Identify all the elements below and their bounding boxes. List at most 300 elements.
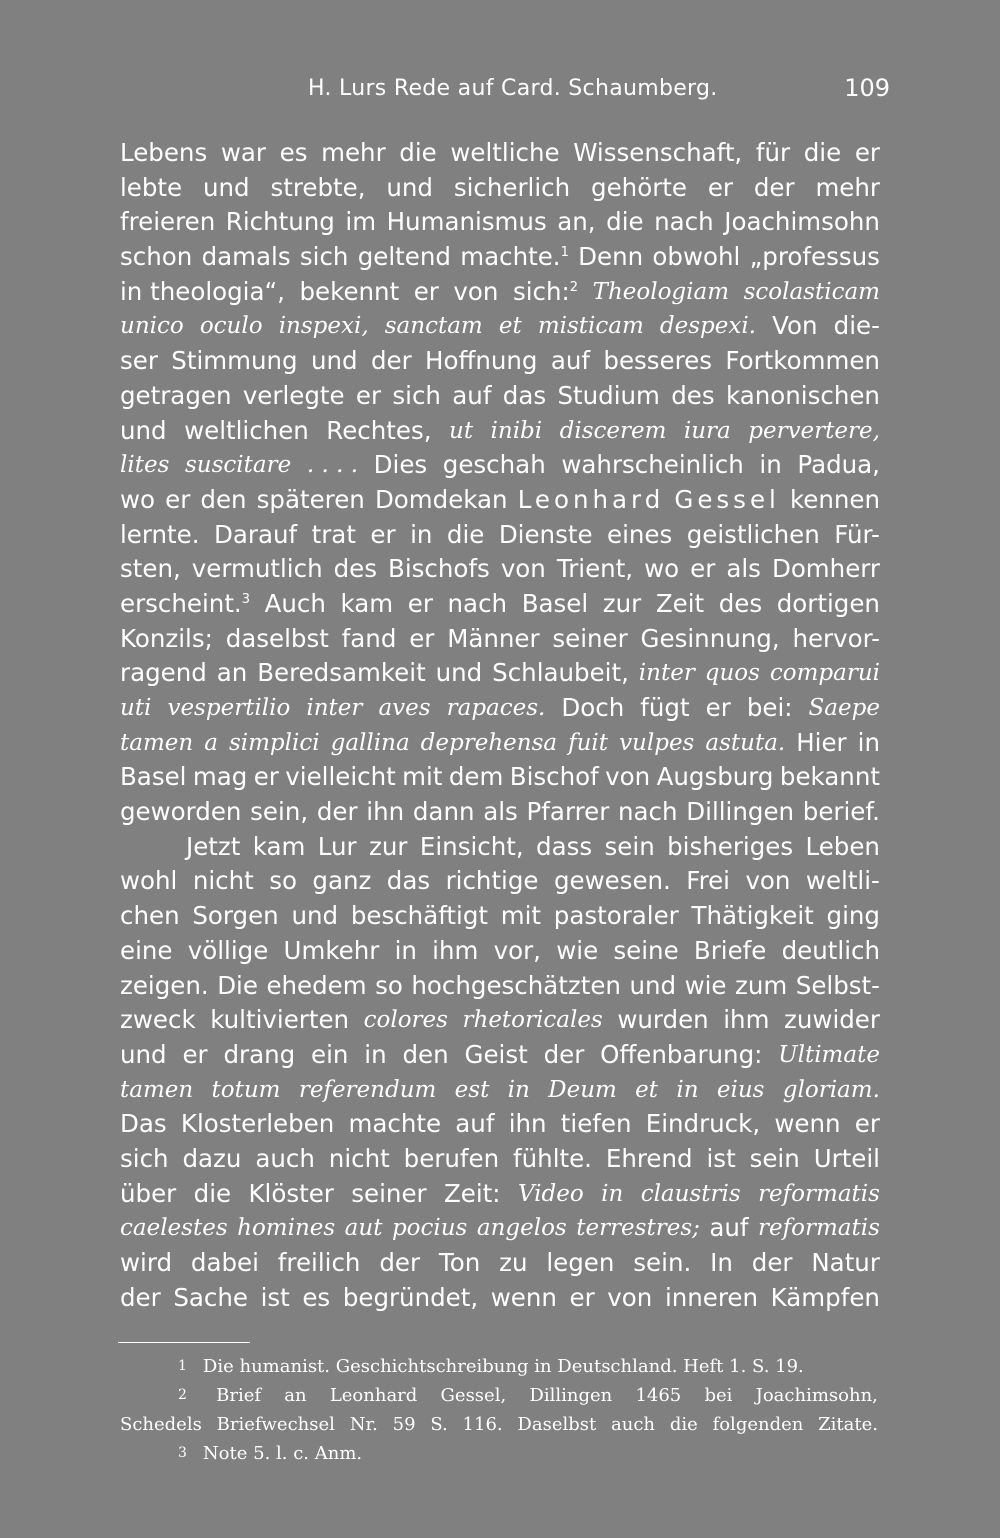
word: von <box>453 276 499 306</box>
word: Lur <box>317 831 357 861</box>
word: ihm <box>432 935 479 965</box>
word: rhetoricales <box>462 1007 603 1034</box>
word: und <box>629 970 677 1000</box>
word: er <box>165 484 191 514</box>
word: dem <box>448 762 504 792</box>
word: Hoffnung <box>425 346 538 376</box>
word: in <box>857 727 880 757</box>
text-line <box>120 1038 880 1073</box>
word: Fortkommen <box>725 346 880 376</box>
word: sich <box>120 1143 169 1173</box>
text-line <box>120 518 880 553</box>
word: freieren <box>120 207 216 237</box>
word: inter <box>638 660 695 687</box>
word: und <box>120 415 167 445</box>
word: uti <box>120 695 152 721</box>
word: Konzils; <box>120 623 213 653</box>
word: Studium <box>557 380 660 410</box>
footnote-word: S. <box>430 1414 448 1435</box>
word: damals <box>201 242 291 272</box>
word: angelos <box>476 1215 567 1242</box>
word: es <box>279 138 308 167</box>
word: suscitare <box>185 452 292 479</box>
word: Gesinnung, <box>640 623 780 653</box>
text-line <box>120 344 880 379</box>
word: sanctam <box>384 313 483 340</box>
word: so <box>269 866 297 896</box>
word: claustris <box>640 1180 741 1207</box>
word: wurden <box>617 1005 709 1035</box>
word: wie <box>556 935 599 965</box>
word: Zeit: <box>444 1178 501 1208</box>
word: Briefe <box>693 935 767 965</box>
word: in <box>394 935 417 965</box>
word: legen <box>546 1248 615 1277</box>
text-line <box>120 864 880 899</box>
word: und <box>120 1039 167 1069</box>
word: die <box>193 1178 232 1208</box>
word: Trient, <box>556 554 634 584</box>
word: er <box>569 1282 595 1312</box>
word: gewesen. <box>553 866 671 896</box>
footnote-word: bei <box>704 1385 733 1406</box>
text-line <box>120 136 880 171</box>
word: seiner <box>552 623 628 653</box>
word: drang <box>223 1039 296 1069</box>
word: Saepe <box>808 695 880 721</box>
word: und <box>310 346 358 376</box>
word: Einsicht, <box>419 831 524 861</box>
word: des <box>671 380 715 410</box>
word: war <box>220 138 266 167</box>
word: wohl <box>120 866 178 896</box>
word: die- <box>833 311 880 341</box>
word: des <box>333 554 378 584</box>
word: verlegte <box>242 380 345 410</box>
text-line <box>120 760 880 795</box>
word: Männer <box>447 623 540 653</box>
word: Gessel <box>674 484 780 514</box>
word: discerem <box>559 417 667 444</box>
word: Natur <box>811 1248 880 1277</box>
word: mehr <box>321 138 386 167</box>
word: nicht <box>192 866 254 896</box>
word: iura <box>683 417 731 444</box>
word: lernte. <box>120 519 200 549</box>
word: der <box>379 1248 421 1277</box>
word: Hier <box>796 727 847 757</box>
word: eine <box>120 935 173 965</box>
word: dazu <box>182 1143 242 1173</box>
text-line <box>120 1211 880 1246</box>
word: sicherlich <box>453 172 571 202</box>
word: zeigen. <box>120 970 209 1000</box>
word: kam <box>340 588 394 618</box>
footnote-word: Leonhard <box>329 1385 418 1406</box>
text-line <box>120 483 880 518</box>
text-line <box>120 552 880 587</box>
word: Darauf <box>214 519 298 549</box>
word: auch <box>255 1143 315 1173</box>
word: über <box>120 1178 177 1208</box>
word: dabei <box>190 1248 259 1277</box>
word: ut <box>449 417 474 444</box>
word: Pfarrer <box>526 797 610 827</box>
word: zweck <box>120 1005 196 1035</box>
word: pervertere, <box>748 417 880 444</box>
word: als <box>726 554 761 584</box>
word: gehörte <box>591 172 687 202</box>
body-text <box>120 136 880 1315</box>
word: Die <box>217 970 258 1000</box>
word: obwohl <box>652 242 741 272</box>
word: den <box>402 1039 449 1069</box>
text-line <box>120 1003 880 1038</box>
word: Bischofs <box>388 554 490 584</box>
word: Dillingen <box>686 797 795 827</box>
word: despexi. <box>659 313 757 340</box>
word: Deum <box>548 1076 617 1103</box>
word: als <box>483 797 518 827</box>
word: bei: <box>746 693 793 722</box>
word: er <box>413 276 439 306</box>
word: weltli- <box>805 866 880 896</box>
word: Denn <box>578 242 644 272</box>
word: a <box>204 729 218 756</box>
word: seiner <box>351 1178 427 1208</box>
page-number: 109 <box>844 74 890 102</box>
word: trat <box>311 519 356 549</box>
word: weltlichen <box>184 415 309 445</box>
word: der <box>751 1248 793 1277</box>
word: Leonhard <box>517 484 665 514</box>
word: Dies <box>373 450 428 480</box>
word: Thätigkeit <box>691 901 814 931</box>
footnote-word: an <box>284 1385 307 1406</box>
word: eines <box>607 519 673 549</box>
word: wo <box>120 484 156 514</box>
running-header <box>120 70 890 106</box>
word: Richtung <box>225 207 335 237</box>
text-line <box>120 309 880 344</box>
word: ist <box>706 1143 736 1173</box>
word: berufen <box>403 1143 500 1173</box>
word: auf <box>455 1109 495 1139</box>
word: des <box>718 588 763 618</box>
word: Theologiam <box>592 278 730 305</box>
word: Ton <box>438 1248 481 1277</box>
text-line <box>120 1142 880 1177</box>
word: gallina <box>330 729 410 756</box>
word: mit <box>500 901 542 931</box>
word: Klosterleben <box>180 1109 335 1139</box>
word: Padua, <box>797 450 880 480</box>
word: pastoraler <box>553 901 679 931</box>
word: Lebens <box>120 138 208 167</box>
word: dann <box>412 797 475 827</box>
word: Augsburg <box>656 762 774 792</box>
word: geschah <box>442 450 546 480</box>
word: oculo <box>199 313 263 340</box>
word: misticam <box>537 313 644 340</box>
word: est <box>454 1076 490 1103</box>
word: auf <box>550 346 591 376</box>
word: er <box>409 623 435 653</box>
word: vulpes <box>619 729 695 756</box>
word: Beredsamkeit <box>257 658 426 688</box>
word: und <box>291 901 339 931</box>
word: ihm <box>723 1005 770 1035</box>
word: et <box>635 1076 659 1103</box>
word: simplici <box>228 729 320 756</box>
word: quos <box>704 660 760 687</box>
word: mit <box>402 762 443 792</box>
word: er <box>407 588 433 618</box>
text-line <box>120 1073 880 1108</box>
word: tamen <box>120 729 194 756</box>
word: Joachimsohn <box>724 207 880 237</box>
footnote-mark: 1 <box>178 1358 187 1374</box>
word: Eindruck, <box>645 1109 761 1139</box>
word: Schlaubeit, <box>492 658 629 688</box>
text-line <box>120 275 880 310</box>
word: und <box>386 172 433 202</box>
text-line <box>120 934 880 969</box>
footnote-text: Note 5. l. c. Anm. <box>202 1443 363 1464</box>
word: getragen <box>120 380 232 410</box>
word: das <box>386 866 431 896</box>
word: in theologia“, <box>120 276 285 306</box>
word: das <box>502 380 547 410</box>
word: et <box>498 313 522 340</box>
word: inspexi, <box>278 313 369 340</box>
word: „professus <box>749 242 880 272</box>
word: totum <box>211 1076 281 1103</box>
word: beschäftigt <box>350 901 488 931</box>
word: nach <box>447 588 508 618</box>
word: schon <box>120 242 193 272</box>
footnote-word: Daselbst <box>517 1414 597 1435</box>
text-line <box>120 1107 880 1142</box>
word: Frei <box>686 866 730 896</box>
footnote <box>120 1352 878 1381</box>
word: Domherr <box>771 554 880 584</box>
word: Zeit <box>655 588 705 618</box>
word: an <box>216 658 248 688</box>
text-line <box>120 1177 880 1212</box>
word: sich <box>299 242 349 272</box>
word: hochgeschätzten <box>411 970 621 1000</box>
word: weltliche <box>450 138 560 167</box>
word: inibi <box>490 417 543 444</box>
word: den <box>200 484 247 514</box>
word: reformatis <box>758 1180 880 1207</box>
text-line <box>120 656 880 691</box>
word: geistlichen <box>686 519 820 549</box>
word: eius <box>716 1076 765 1103</box>
word: sein <box>749 1143 800 1173</box>
word: Urteil <box>813 1143 880 1173</box>
word: und <box>435 658 483 688</box>
word: Offenbarung: <box>600 1039 763 1069</box>
text-line <box>120 795 880 830</box>
word: mag <box>192 762 248 792</box>
text-line <box>120 379 880 414</box>
word: freilich <box>277 1248 361 1277</box>
word: Leben <box>805 831 880 861</box>
text-line <box>120 205 880 240</box>
word: zuwider <box>784 1005 880 1035</box>
footnote-word: auch <box>611 1414 656 1435</box>
word: chen <box>120 901 180 931</box>
word: dortigen <box>776 588 880 618</box>
text-line <box>120 414 880 449</box>
word: es <box>302 1282 331 1312</box>
word: sein <box>604 831 655 861</box>
word: comparui <box>769 660 880 687</box>
word: besseres <box>603 346 713 376</box>
text-line <box>120 448 880 483</box>
word: wenn <box>490 1282 557 1312</box>
word: an, <box>557 207 596 237</box>
word: in <box>410 519 433 549</box>
footnote-mark: 2 <box>178 1387 187 1403</box>
word: pocius <box>391 1215 468 1242</box>
running-title: H. Lurs Rede auf Card. Schaumberg. <box>308 76 718 101</box>
word: Basel <box>521 588 589 618</box>
word: homines <box>237 1215 336 1242</box>
word: der <box>543 1039 585 1069</box>
footnote-word: folgenden <box>712 1414 804 1435</box>
word: Stimmung <box>171 346 298 376</box>
word: deprehensa <box>420 729 558 756</box>
word: astuta. <box>705 729 786 756</box>
word: von <box>745 866 791 896</box>
word: er <box>854 138 880 167</box>
text-line <box>120 1281 880 1316</box>
word: colores <box>363 1007 448 1034</box>
footnote-mark: 3 <box>178 1445 187 1461</box>
text-line <box>120 171 880 206</box>
word: wenn <box>774 1109 841 1139</box>
word: für <box>755 138 791 167</box>
word: vielleicht <box>285 762 396 792</box>
footnote-word: Gessel, <box>440 1385 507 1406</box>
text-line <box>120 830 880 865</box>
word: Auch <box>264 588 326 618</box>
word: ragend <box>120 658 207 688</box>
word: in <box>507 1076 530 1103</box>
word: wo <box>644 554 680 584</box>
word: vespertilio <box>167 695 291 721</box>
word: in <box>364 1039 387 1069</box>
word: sten, <box>120 554 181 584</box>
word: reformatis <box>758 1215 880 1242</box>
word: berief. <box>802 797 880 827</box>
word: völlige <box>187 935 269 965</box>
word: lebte <box>120 172 183 202</box>
word: auf <box>452 380 492 410</box>
word: Klöster <box>248 1178 334 1208</box>
word: zur <box>369 831 408 861</box>
word: fand <box>341 623 397 653</box>
word: so <box>375 970 403 1000</box>
word: die <box>803 138 842 167</box>
word: von <box>607 1282 653 1312</box>
word: er <box>854 1109 880 1139</box>
word: terrestres; <box>576 1215 700 1242</box>
word: kennen <box>789 484 880 514</box>
footnote-word: 116. <box>462 1414 503 1435</box>
word: Dienste <box>498 519 593 549</box>
word: tiefen <box>560 1109 632 1139</box>
word: er <box>707 172 733 202</box>
word: ser <box>120 346 158 376</box>
footnote-divider <box>118 1342 250 1343</box>
text-line <box>120 240 880 275</box>
word: von <box>605 762 651 792</box>
footnote-word: 59 <box>392 1414 416 1435</box>
word: zum <box>735 970 788 1000</box>
word: Geist <box>464 1039 528 1069</box>
word: bisheriges <box>667 831 794 861</box>
word: in <box>601 1180 624 1207</box>
word: von <box>500 554 546 584</box>
text-line <box>120 587 880 622</box>
word: nach <box>618 797 678 827</box>
footnote-word: Briefwechsel <box>216 1414 335 1435</box>
footnote-word: die <box>669 1414 698 1435</box>
word: zu <box>499 1248 528 1277</box>
word: bekannt <box>779 762 880 792</box>
footnote-word: Schedels <box>120 1414 202 1435</box>
word: die <box>606 207 644 237</box>
word: . . . . <box>306 452 359 479</box>
word: mehr <box>815 172 880 202</box>
word: inter <box>306 695 363 721</box>
word: aut <box>344 1215 383 1242</box>
text-line <box>120 969 880 1004</box>
word: Das <box>120 1109 167 1139</box>
word: fühlte. <box>513 1143 592 1173</box>
word: Sache <box>173 1282 248 1312</box>
word: caelestes <box>120 1215 228 1242</box>
word: inneren <box>664 1282 759 1312</box>
word: und <box>203 172 250 202</box>
word: aves <box>378 695 431 721</box>
word: in <box>759 450 782 480</box>
word: fügt <box>640 693 690 722</box>
word: tamen <box>120 1076 194 1103</box>
footnote-text: Die humanist. Geschichtschreibung in Deutschland. Heft 1. S. 19. <box>202 1356 804 1377</box>
word: rapaces. <box>446 695 546 721</box>
word: sein. <box>633 1248 692 1277</box>
word: Video <box>517 1180 584 1207</box>
word: nicht <box>328 1143 390 1173</box>
text-line <box>120 622 880 657</box>
word: hervor- <box>792 623 880 653</box>
word: scolasticam <box>743 278 880 305</box>
word: machte <box>348 1109 442 1139</box>
footnote <box>120 1410 878 1439</box>
footnotes <box>120 1352 878 1468</box>
word: In <box>710 1248 733 1277</box>
text-line <box>120 691 880 726</box>
word: Bischof <box>509 762 599 792</box>
word: der <box>120 1282 161 1312</box>
word: ging <box>826 901 880 931</box>
text-line <box>120 1246 880 1281</box>
